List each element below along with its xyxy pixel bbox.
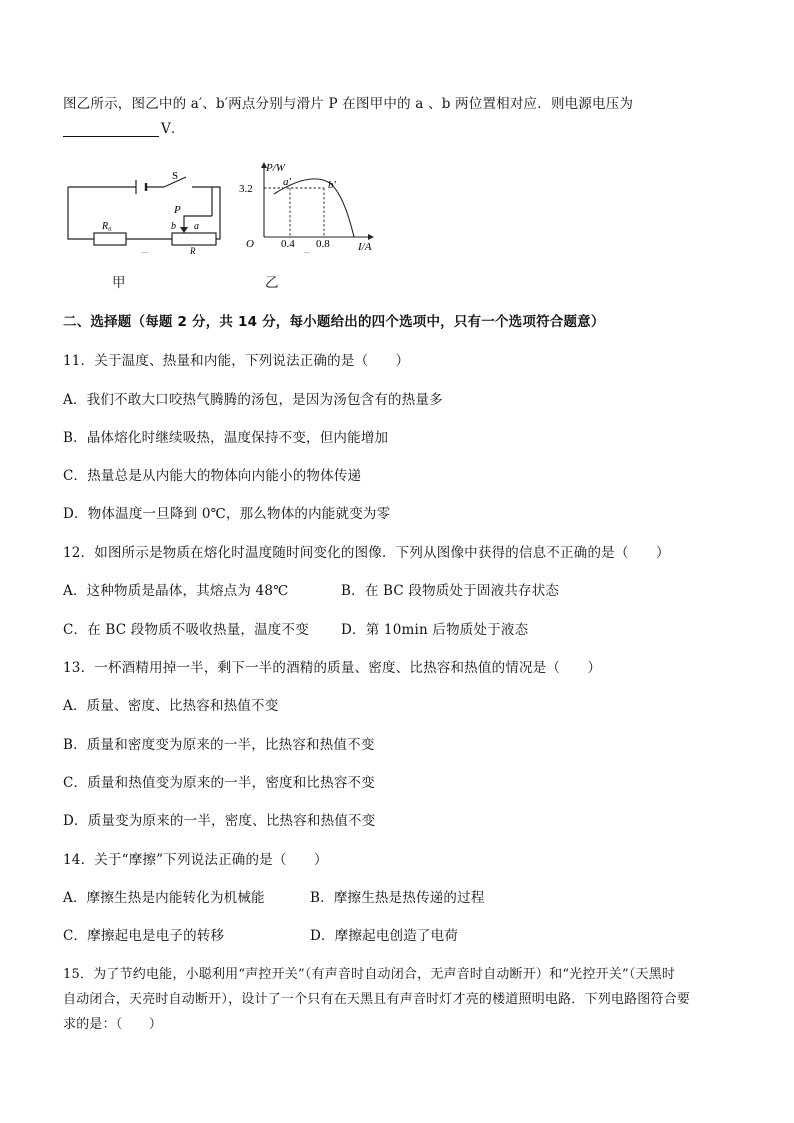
- slider-label: P: [174, 204, 181, 216]
- intro-text: 图乙所示，图乙中的 a′、b′两点分别与滑片 P 在图甲中的 a 、b 两位置相对应．则电源电压为: [63, 96, 634, 112]
- q11-option-d[interactable]: D．物体温度一旦降到 0℃，那么物体的内能就变为零: [63, 506, 391, 522]
- q11-option-c[interactable]: C．热量总是从内能大的物体向内能小的物体传递: [63, 468, 362, 484]
- r-label: R: [190, 246, 196, 255]
- y-tick-label: 3.2: [239, 183, 253, 195]
- point-b-prime-label: b′: [328, 179, 336, 191]
- unit-text: V．: [161, 121, 185, 137]
- q14-stem: 14．关于“摩擦”下列说法正确的是（ ）: [63, 852, 328, 868]
- intro-line-2: [63, 117, 185, 137]
- circuit-figure-jia: [64, 163, 234, 255]
- dots-mark: ...: [304, 246, 310, 255]
- q13-option-c[interactable]: C．质量和热值变为原来的一半，密度和比热容不变: [63, 775, 375, 791]
- q13-option-b[interactable]: B．质量和密度变为原来的一半，比热容和热值不变: [63, 737, 375, 753]
- r0-label: R₀: [102, 221, 112, 232]
- point-a-label: a: [194, 221, 199, 232]
- q12-option-c[interactable]: C．在 BC 段物质不吸收热量，温度不变: [63, 622, 309, 638]
- x-axis-arrow-icon: [368, 234, 374, 240]
- q12-option-b[interactable]: B．在 BC 段物质处于固液共存状态: [341, 583, 560, 599]
- q14-option-a[interactable]: A．摩擦生热是内能转化为机械能: [63, 890, 265, 906]
- q13-stem: 13．一杯酒精用掉一半，剩下一半的酒精的质量、密度、比热容和热值的情况是（ ）: [63, 660, 602, 676]
- answer-blank[interactable]: [63, 122, 159, 137]
- y-axis-label: P/W: [266, 162, 285, 174]
- q11-stem: 11．关于温度、热量和内能，下列说法正确的是（ ）: [63, 353, 410, 369]
- q14-option-b[interactable]: B．摩擦生热是热传递的过程: [310, 890, 485, 906]
- q11-option-b[interactable]: B．晶体熔化时继续吸热，温度保持不变，但内能增加: [63, 430, 389, 446]
- power-graph-yi: [236, 161, 388, 255]
- x-axis-label: I/A: [358, 241, 372, 253]
- q13-option-d[interactable]: D．质量变为原来的一半，密度、比热容和热值不变: [63, 813, 376, 829]
- q13-option-a[interactable]: A．质量、密度、比热容和热值不变: [63, 698, 279, 714]
- section-heading: 二、选择题（每题 2 分，共 14 分，每小题给出的四个选项中，只有一个选项符合题意）: [63, 314, 605, 330]
- figure-jia-label: 甲: [112, 275, 126, 291]
- q11-option-a[interactable]: A．我们不敢大口咬热气腾腾的汤包，是因为汤包含有的热量多: [63, 392, 443, 408]
- q14-option-c[interactable]: C．摩擦起电是电子的转移: [63, 928, 225, 944]
- slider-arrow-icon: [180, 227, 188, 233]
- figure-yi-label: 乙: [265, 275, 279, 291]
- q14-option-d[interactable]: D．摩擦起电创造了电荷: [310, 928, 459, 944]
- point-b-label: b: [171, 221, 176, 232]
- dots-mark: ...: [142, 246, 148, 255]
- q15-line-3: 求的是：（ ）: [63, 1017, 163, 1032]
- q12-option-a[interactable]: A．这种物质是晶体，其熔点为 48℃: [63, 583, 289, 599]
- switch-label: S: [172, 170, 179, 182]
- q12-stem: 12．如图所示是物质在熔化时温度随时间变化的图像．下列从图像中获得的信息不正确的是（ ）: [63, 545, 670, 561]
- origin-label: O: [246, 238, 254, 250]
- x-tick-label-2: 0.8: [316, 238, 330, 250]
- intro-line-1: [63, 92, 633, 112]
- q12-option-d[interactable]: D．第 10min 后物质处于液态: [341, 622, 529, 638]
- x-tick-label-1: 0.4: [281, 238, 295, 250]
- point-a-prime-label: a′: [283, 176, 291, 188]
- q15-line-2: 自动闭合，天亮时自动断开），设计了一个只有在天黑且有声音时灯才亮的楼道照明电路．下列电路图符合要: [63, 992, 691, 1007]
- q15-line-1: 15．为了节约电能，小聪利用“声控开关”（有声音时自动闭合，无声音时自动断开）和“光控开关”（天黑时: [63, 967, 676, 982]
